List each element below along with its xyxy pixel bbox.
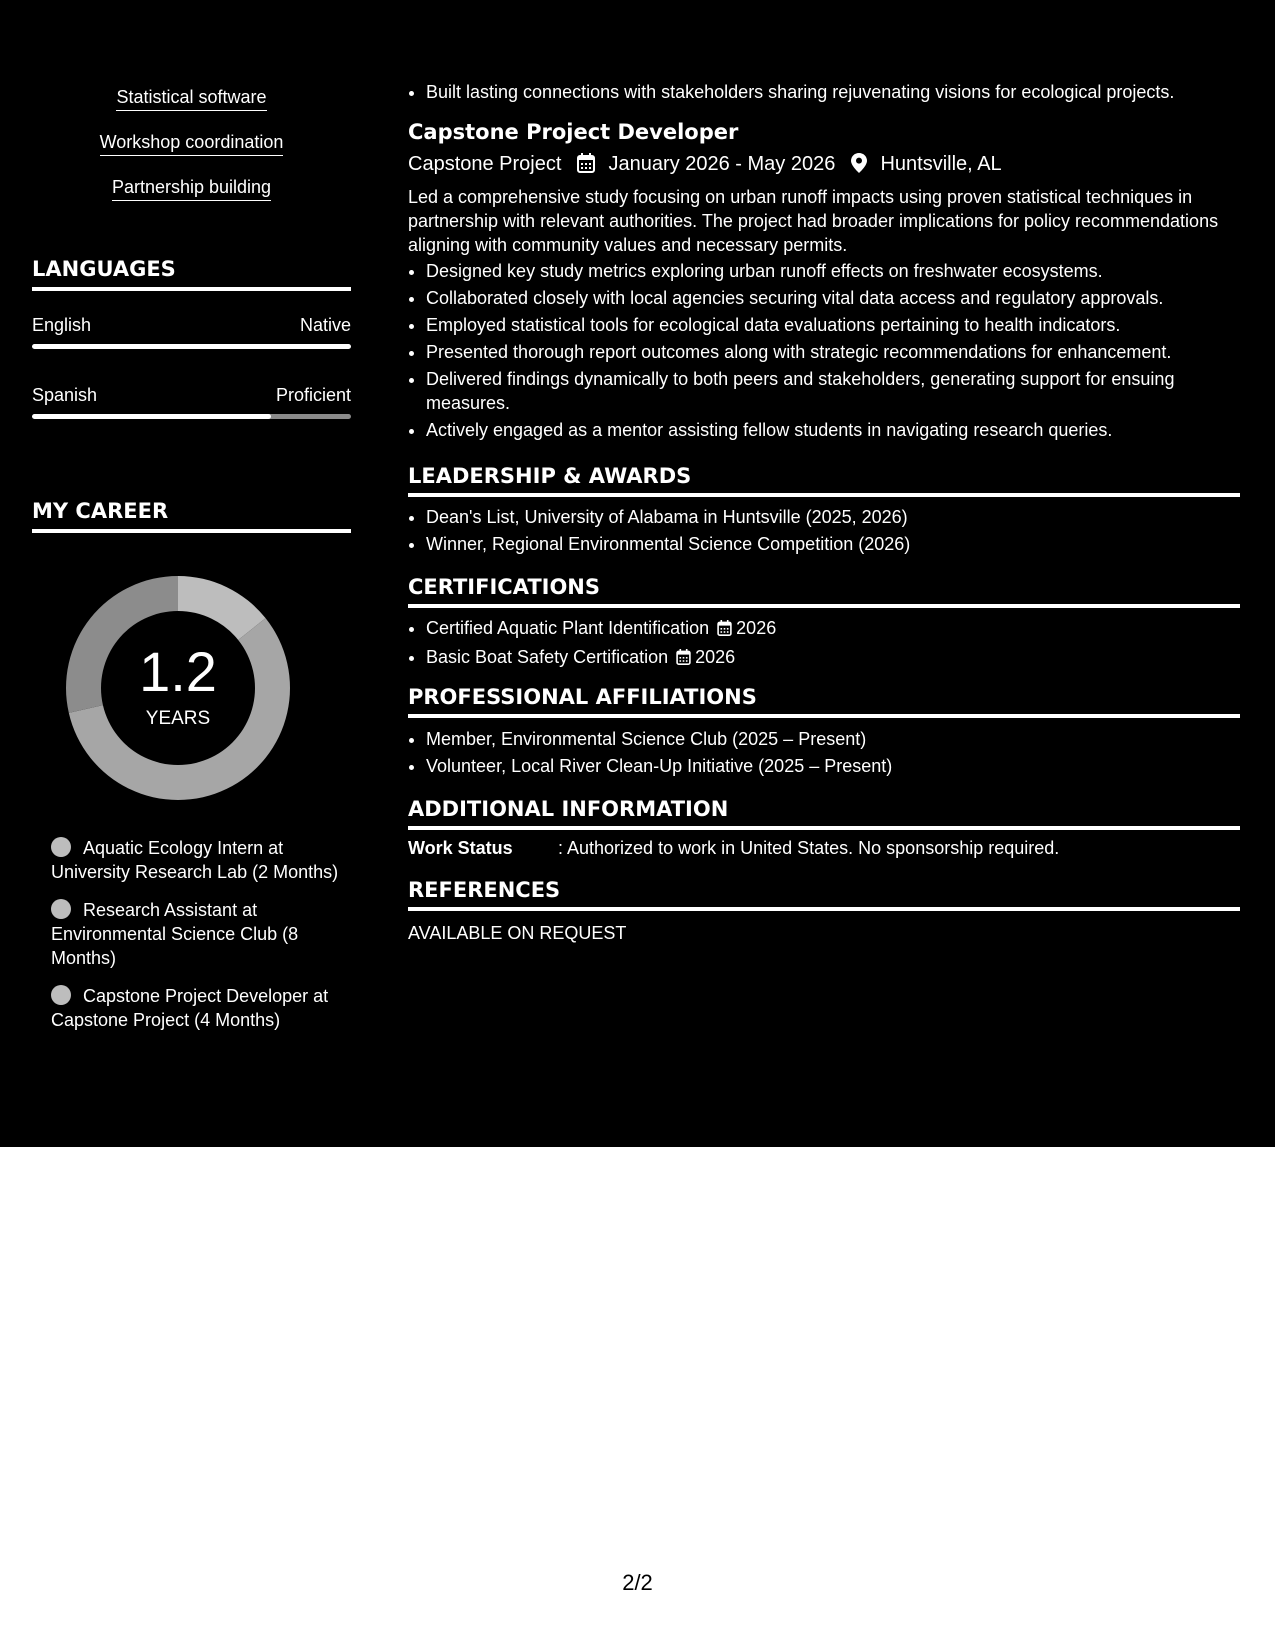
career-legend-text: Capstone Project Developer at Capstone Project (4 Months) [51, 986, 329, 1030]
experience-bullet: • Actively engaged as a mentor assisting fellow students in navigating research queries. [426, 418, 1240, 442]
language-bar-fill [32, 344, 351, 349]
career-legend-text: Research Assistant at Environmental Science Club (8 Months) [51, 900, 299, 968]
map-pin-icon [851, 153, 867, 180]
language-row-english [32, 314, 351, 336]
legend-dot-icon [51, 837, 71, 857]
page-number: 2/2 [622, 1570, 653, 1595]
calendar-icon [717, 618, 732, 642]
leadership-list [408, 505, 1240, 559]
calendar-icon [676, 647, 691, 671]
career-total-years: 1.2 [139, 640, 217, 703]
legend-dot-icon [51, 985, 71, 1005]
certification-name: Certified Aquatic Plant Identification [426, 618, 710, 638]
affiliations-heading: PROFESSIONAL AFFILIATIONS [408, 684, 1240, 718]
experience-bullet: • Employed statistical tools for ecological data evaluations pertaining to health indicators. [426, 313, 1240, 337]
leadership-heading: LEADERSHIP & AWARDS [408, 463, 1240, 497]
language-bar-english [32, 344, 351, 349]
job-title: Capstone Project Developer [408, 120, 739, 144]
language-level: Proficient [275, 385, 351, 405]
job-dates: January 2026 - May 2026 [608, 153, 836, 175]
additional-info-heading: ADDITIONAL INFORMATION [408, 796, 1240, 830]
calendar-icon [577, 153, 595, 180]
career-legend-item [51, 984, 341, 1032]
career-legend-item [51, 836, 341, 884]
work-status-label: Work Status [408, 838, 513, 858]
references-heading: REFERENCES [408, 877, 1240, 911]
job-meta [408, 151, 1002, 180]
donut-center [66, 576, 290, 800]
legend-dot-icon [51, 899, 71, 919]
career-legend [51, 836, 341, 1046]
certification-name: Basic Boat Safety Certification [426, 647, 669, 667]
career-heading: MY CAREER [32, 498, 351, 533]
skill-item: Workshop coordination [100, 131, 284, 156]
certification-item [426, 616, 1240, 642]
work-status-row [408, 836, 1240, 860]
job-description-text: Led a comprehensive study focusing on urban runoff impacts using proven statistical techniques in partnership with relevant authorities. The project had broader implications for policy recommendations aligning with community values and necessary permits. [408, 187, 1219, 255]
experience-bullet: • Presented thorough report outcomes along with strategic recommendations for enhancement. [426, 340, 1240, 364]
affiliations-list [408, 727, 1240, 781]
certification-item [426, 645, 1240, 671]
language-bar-spanish [32, 414, 351, 419]
skill-item: Partnership building [112, 176, 271, 201]
language-row-spanish [32, 384, 351, 406]
career-legend-text: Aquatic Ecology Intern at University Research Lab (2 Months) [51, 838, 339, 882]
skill-item: Statistical software [116, 86, 266, 111]
certification-year: 2026 [695, 647, 736, 667]
leadership-item: • Winner, Regional Environmental Science Competition (2026) [426, 532, 1240, 556]
language-level: Native [299, 315, 351, 335]
experience-bullet: • Designed key study metrics exploring urban runoff effects on freshwater ecosystems. [426, 259, 1240, 283]
work-status-value: : Authorized to work in United States. No sponsorship required. [558, 838, 1060, 858]
job-company: Capstone Project [408, 153, 562, 175]
language-bar-fill [32, 414, 271, 419]
skills-list [32, 86, 351, 221]
job-bullets [408, 259, 1240, 442]
references-text: AVAILABLE ON REQUEST [408, 923, 627, 943]
experience-bullet: • Built lasting connections with stakeholders sharing rejuvenating visions for ecological projects. [426, 80, 1240, 104]
affiliation-item: • Member, Environmental Science Club (2025 – Present) [426, 727, 1240, 751]
job-location: Huntsville, AL [880, 153, 1002, 175]
certification-year: 2026 [736, 618, 777, 638]
career-legend-item [51, 898, 341, 970]
language-name: English [32, 315, 92, 335]
languages-heading: LANGUAGES [32, 256, 351, 291]
certifications-heading: CERTIFICATIONS [408, 574, 1240, 608]
certifications-list [408, 616, 1240, 674]
previous-job-bullets [408, 80, 1240, 107]
leadership-item: • Dean's List, University of Alabama in Huntsville (2025, 2026) [426, 505, 1240, 529]
career-total-unit: YEARS [145, 708, 211, 729]
career-donut-chart [66, 576, 290, 800]
language-name: Spanish [32, 385, 98, 405]
experience-bullet: • Collaborated closely with local agencies securing vital data access and regulatory approvals. [426, 286, 1240, 310]
affiliation-item: • Volunteer, Local River Clean-Up Initiative (2025 – Present) [426, 754, 1240, 778]
job-description [408, 185, 1240, 445]
experience-bullet: • Delivered findings dynamically to both peers and stakeholders, generating support for ensuing measures. [426, 367, 1240, 415]
